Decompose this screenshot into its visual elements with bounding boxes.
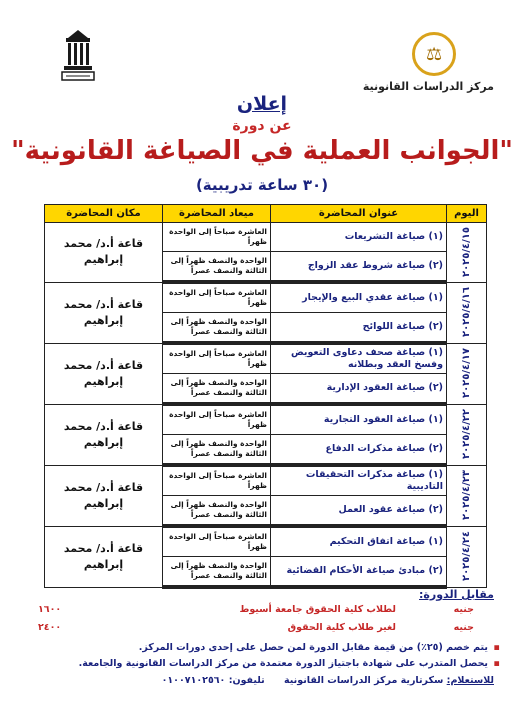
header-place: مكان المحاضرة: [45, 205, 163, 223]
announcement-heading: إعلان: [236, 93, 288, 115]
lecture-place: قاعة أ.د/ محمد إبراهيم: [45, 282, 163, 343]
day-date: ٢٠٢٥/٤/٢٤: [461, 531, 472, 582]
university-logo-icon: [58, 28, 98, 82]
lecture-time: الواحدة والنصف ظهراً إلى الثالثة والنصف عصراً: [163, 496, 271, 527]
table-row: [45, 223, 487, 252]
contact-label: للاستعلام:: [446, 675, 494, 686]
lecture-time: العاشرة صباحاً إلى الواحدة ظهراً: [163, 404, 271, 435]
lecture-title: (٢) صياغة شروط عقد الزواج: [271, 252, 447, 283]
center-name: مركز الدراسات القانونية: [362, 80, 494, 93]
lecture-time: العاشرة صباحاً إلى الواحدة ظهراً: [163, 465, 271, 496]
lecture-place: قاعة أ.د/ محمد إبراهيم: [45, 343, 163, 404]
fee-currency: جنيه: [453, 622, 474, 633]
lecture-title: (٢) صياغة العقود الإدارية: [271, 374, 447, 405]
contact-text: سكرتارية مركز الدراسات القانونية: [284, 675, 444, 686]
fees-heading: مقابل الدورة:: [419, 588, 494, 601]
day-cell: [447, 404, 487, 465]
fee-amount: ٢٤٠٠: [38, 622, 62, 633]
day-date: ٢٠٢٥/٤/٢٢: [461, 409, 472, 460]
day-cell: [447, 282, 487, 343]
phone-label: تليفون:: [228, 675, 265, 686]
lecture-place: قاعة أ.د/ محمد إبراهيم: [45, 404, 163, 465]
day-cell: [447, 223, 487, 283]
lecture-time: الواحدة والنصف ظهراً إلى الثالثة والنصف عصراً: [163, 374, 271, 405]
lecture-title: (١) صياغة عقدي البيع والإيجار: [271, 282, 447, 313]
lecture-title: (١) صياغة اتفاق التحكيم: [271, 526, 447, 557]
lecture-time: الواحدة والنصف ظهراً إلى الثالثة والنصف عصراً: [163, 557, 271, 588]
fees-section: [30, 588, 494, 686]
lecture-title: (١) صياغة العقود التجارية: [271, 404, 447, 435]
day-cell: [447, 465, 487, 526]
contact-line: [30, 675, 494, 686]
table-row: [45, 282, 487, 313]
header-title: عنوان المحاضرة: [271, 205, 447, 223]
discount-note: ▪ يتم خصم (٢٥٪) من قيمة مقابل الدورة لمن حصل على إحدى دورات المركز.: [30, 642, 494, 653]
fee-amount: ١٦٠٠: [38, 604, 62, 615]
header-time: ميعاد المحاضرة: [163, 205, 271, 223]
lecture-title: (٢) صياغة اللوائح: [271, 313, 447, 344]
lecture-title: (١) صياغة مذكرات التحقيقات التاديبية: [271, 465, 447, 496]
table-row: [45, 343, 487, 374]
day-date: ٢٠٢٥/٤/١٧: [461, 348, 472, 399]
schedule-table: [44, 204, 487, 589]
lecture-time: العاشرة صباحاً إلى الواحدة ظهراً: [163, 343, 271, 374]
day-date: ٢٠٢٥/٤/١٥: [461, 227, 472, 278]
course-hours: (٣٠ ساعة تدريبية): [195, 176, 329, 194]
table-header-row: [45, 205, 487, 223]
fee-label: لغير طلاب كلية الحقوق: [287, 622, 396, 633]
lecture-time: العاشرة صباحاً إلى الواحدة ظهراً: [163, 223, 271, 252]
lecture-time: الواحدة والنصف ظهراً إلى الثالثة والنصف عصراً: [163, 435, 271, 466]
legal-studies-center-logo: [362, 32, 494, 93]
phone-number: ٠١٠٠٧١٠٢٥٦٠: [161, 675, 226, 686]
lecture-title: (٢) صياغة مذكرات الدفاع: [271, 435, 447, 466]
lecture-place: قاعة أ.د/ محمد إبراهيم: [45, 526, 163, 587]
lecture-time: الواحدة والنصف ظهراً إلى الثالثة والنصف عصراً: [163, 252, 271, 283]
fee-row: [30, 604, 494, 619]
table-row: [45, 404, 487, 435]
certificate-note: ▪ يحصل المتدرب على شهادة باجتياز الدورة معتمدة من مركز الدراسات القانونية والجامعة.: [30, 658, 494, 669]
day-cell: [447, 343, 487, 404]
fee-label: لطلاب كلية الحقوق جامعة أسيوط: [239, 604, 396, 615]
course-name: "الجوانب العملية في الصياغة القانونية": [11, 136, 513, 166]
lecture-place: قاعة أ.د/ محمد إبراهيم: [45, 465, 163, 526]
scales-of-justice-icon: ⚖: [412, 32, 456, 76]
fee-currency: جنيه: [453, 604, 474, 615]
lecture-time: الواحدة والنصف ظهراً إلى الثالثة والنصف عصراً: [163, 313, 271, 344]
lecture-place: قاعة أ.د/ محمد إبراهيم: [45, 223, 163, 283]
fee-row: [30, 622, 494, 637]
lecture-title: (٢) مبادئ صياغة الأحكام القضائية: [271, 557, 447, 588]
day-cell: [447, 526, 487, 587]
lecture-title: (١) صياغة صحف دعاوى التعويض وفسخ العقد وبطلانه: [271, 343, 447, 374]
course-intro: عن دورة: [232, 118, 292, 134]
lecture-title: (٢) صياغة عقود العمل: [271, 496, 447, 527]
lecture-title: (١) صياغة التشريعات: [271, 223, 447, 252]
table-row: [45, 465, 487, 496]
day-date: ٢٠٢٥/٤/١٦: [461, 287, 472, 338]
lecture-time: العاشرة صباحاً إلى الواحدة ظهراً: [163, 282, 271, 313]
table-row: [45, 526, 487, 557]
day-date: ٢٠٢٥/٤/٢٣: [461, 470, 472, 521]
header-day: اليوم: [447, 205, 487, 223]
lecture-time: العاشرة صباحاً إلى الواحدة ظهراً: [163, 526, 271, 557]
